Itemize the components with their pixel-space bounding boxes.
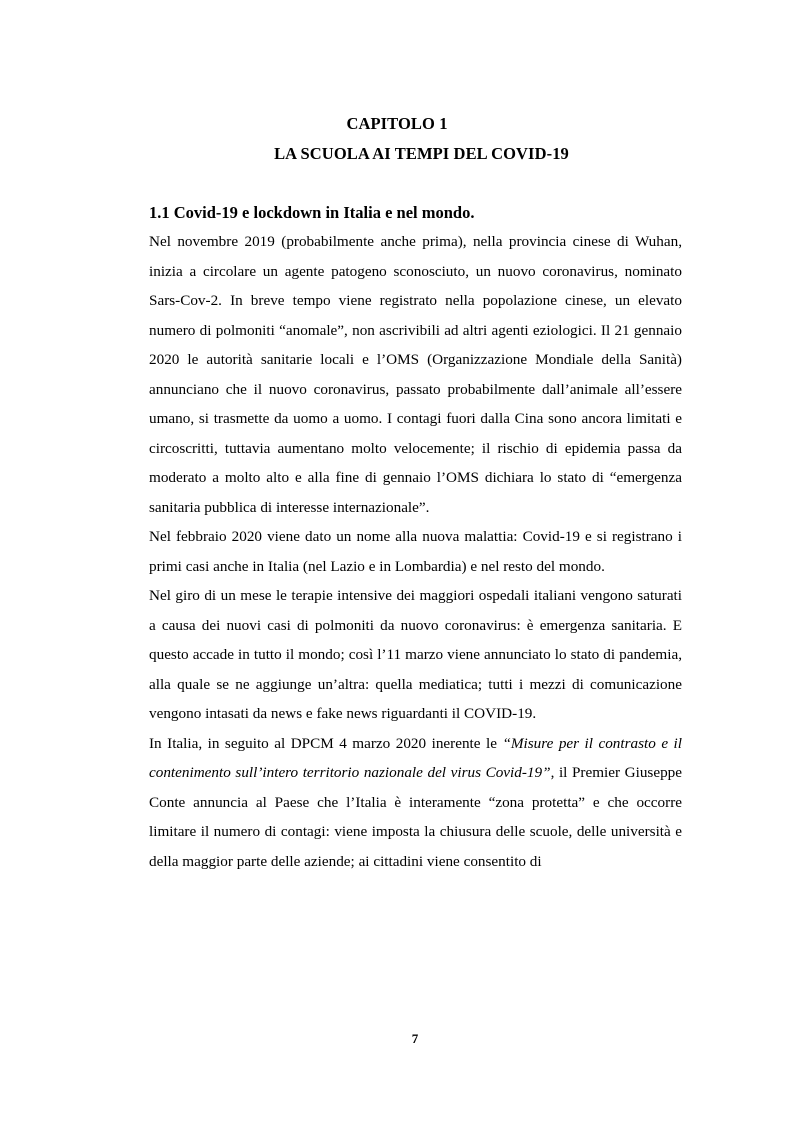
chapter-title: LA SCUOLA AI TEMPI DEL COVID-19 [274, 144, 569, 163]
paragraph: Nel febbraio 2020 viene dato un nome alla nuova malattia: Covid-19 e si registrano i primi casi anche in Italia (nel Lazio e in Lombardia) e nel resto del mondo. [149, 528, 682, 575]
paragraph [149, 729, 682, 877]
paragraph-text: In Italia, in seguito al DPCM 4 marzo 2020 inerente le [149, 734, 503, 752]
section-heading: 1.1 Covid-19 e lockdown in Italia e nel mondo. [149, 203, 475, 222]
paragraph: Nel giro di un mese le terapie intensive dei maggiori ospedali italiani vengono saturati a causa dei nuovi casi di polmoniti da nuovo coronavirus: è emergenza sanitaria. E questo accade in tutto il mondo; così l’11 marzo viene annunciato lo stato di pandemia, alla quale se ne aggiunge un’altra: quella mediatica; tutti i mezzi di comunicazione vengono intasati da news e fake news riguardanti il COVID-19. [149, 587, 682, 722]
decree-title-italic: “Misure per il contrasto e il contenimento sull’intero territorio nazionale del virus Covid-19” [149, 734, 682, 781]
body-text [149, 227, 682, 876]
chapter-number: CAPITOLO 1 [346, 114, 448, 133]
paragraph-text: , il Premier Giuseppe Conte annuncia al Paese che l’Italia è interamente “zona protetta” e che occorre limitare il numero di contagi: viene imposta la chiusura delle scuole, delle università e della maggior parte delle aziende; ai cittadini viene consentito di [149, 764, 682, 870]
paragraph: Nel novembre 2019 (probabilmente anche prima), nella provincia cinese di Wuhan, inizia a circolare un agente patogeno sconosciuto, un nuovo coronavirus, nominato Sars-Cov-2. In breve tempo viene registrato nella popolazione cinese, un elevato numero di polmoniti “anomale”, non ascrivibili ad altri agenti eziologici. Il 21 gennaio 2020 le autorità sanitarie locali e l’OMS (Organizzazione Mondiale della Sanità) annunciano che il nuovo coronavirus, passato probabilmente dall’animale all’essere umano, si trasmette da uomo a uomo. I contagi fuori dalla Cina sono ancora limitati e circoscritti, tuttavia aumentano molto velocemente; il rischio di epidemia passa da moderato a molto alto e alla fine di gennaio l’OMS dichiara lo stato di “emergenza sanitaria pubblica di interesse internazionale”. [149, 233, 682, 516]
page-number: 7 [411, 1031, 419, 1046]
